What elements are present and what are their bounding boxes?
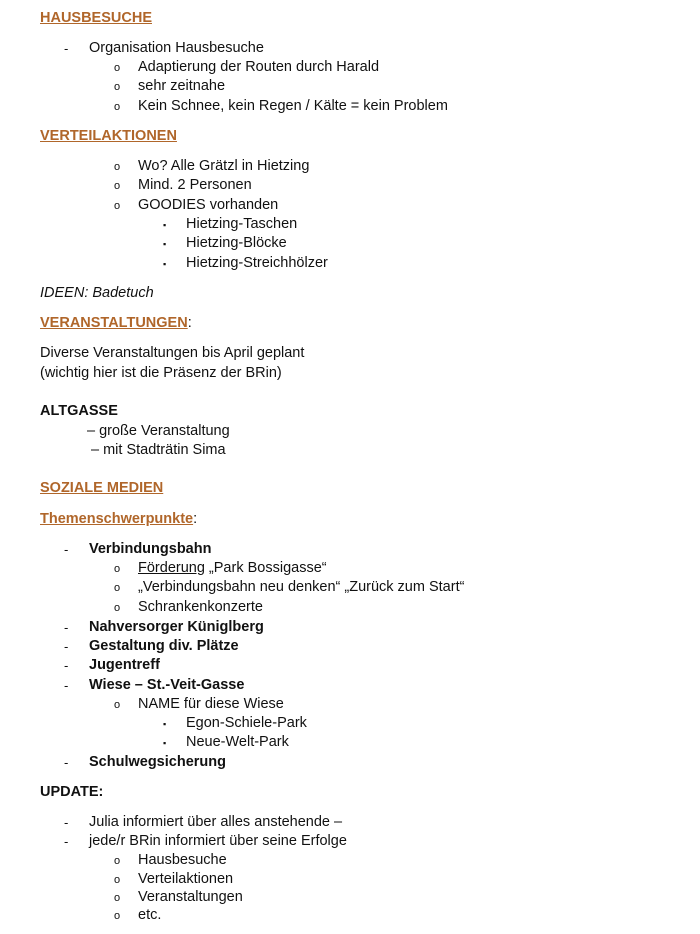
heading-hausbesuche: HAUSBESUCHE [40,10,152,26]
list-subitem: Adaptierung der Routen durch Harald [138,59,380,75]
list-subitem: Veranstaltungen [138,889,243,905]
circle-bullet: o [114,101,121,113]
list-subsubitem: Hietzing-Taschen [186,216,298,232]
circle-bullet: o [114,161,121,173]
altgasse-line: – mit Stadträtin Sima [91,442,226,458]
dash-bullet: - [64,834,69,849]
list-subitem: NAME für diese Wiese [138,696,284,712]
list-subitem: Mind. 2 Personen [138,177,252,193]
dash-bullet: - [64,815,69,830]
heading-colon: : [193,511,198,527]
list-subitem [138,559,327,578]
dash-bullet: - [64,542,69,557]
circle-bullet: o [114,602,121,614]
circle-bullet: o [114,200,121,212]
list-item: Gestaltung div. Plätze [89,638,239,654]
list-subsubitem: Hietzing-Blöcke [186,235,287,251]
list-subitem: Hausbesuche [138,852,227,868]
list-subitem: Kein Schnee, kein Regen / Kälte = kein Problem [138,98,448,114]
heading-verteilaktionen: VERTEILAKTIONEN [40,128,177,144]
list-item: Schulwegsicherung [89,754,226,770]
circle-bullet: o [114,855,121,867]
dash-bullet: - [64,620,69,635]
list-item: jede/r BRin informiert über seine Erfolge [89,833,347,849]
circle-bullet: o [114,892,121,904]
paragraph-line: Diverse Veranstaltungen bis April geplant [40,345,305,361]
dash-bullet: - [64,658,69,673]
list-subitem: Schrankenkonzerte [138,599,263,615]
list-item: Organisation Hausbesuche [89,40,264,56]
heading-veranstaltungen: VERANSTALTUNGEN [40,315,188,331]
dash-bullet: - [64,41,69,56]
list-item: Wiese – St.-Veit-Gasse [89,677,245,693]
square-bullet: ▪ [163,259,167,269]
circle-bullet: o [114,582,121,594]
heading-colon: : [187,315,192,331]
square-bullet: ▪ [163,738,167,748]
square-bullet: ▪ [163,239,167,249]
list-subitem: Verteilaktionen [138,871,234,887]
list-item: Verbindungsbahn [89,541,212,557]
circle-bullet: o [114,563,121,575]
heading-themenschwerpunkte: Themenschwerpunkte [40,511,194,527]
circle-bullet: o [114,699,121,711]
paragraph-line: (wichtig hier ist die Präsenz der BRin) [40,365,282,381]
dash-bullet: - [64,755,69,770]
list-item: Julia informiert über alles anstehende – [89,814,343,830]
ideen-note: IDEEN: Badetuch [40,285,154,301]
list-subitem: „Verbindungsbahn neu denken“ „Zurück zum Start“ [138,579,465,595]
circle-bullet: o [114,62,121,74]
altgasse-line: – große Veranstaltung [87,423,230,439]
list-item: Jugentreff [89,657,160,673]
list-subitem: etc. [138,907,162,923]
list-subitem: sehr zeitnahe [138,78,226,94]
circle-bullet: o [114,180,121,192]
list-subsubitem: Neue-Welt-Park [186,734,289,750]
list-subitem: GOODIES vorhanden [138,197,279,213]
heading-altgasse: ALTGASSE [40,403,118,419]
dash-bullet: - [64,678,69,693]
heading-update: UPDATE: [40,784,104,800]
square-bullet: ▪ [163,220,167,230]
circle-bullet: o [114,81,121,93]
heading-veranstaltungen-row [40,314,192,333]
list-subitem: Wo? Alle Grätzl in Hietzing [138,158,310,174]
square-bullet: ▪ [163,719,167,729]
circle-bullet: o [114,874,121,886]
foerderung-text: Förderung [138,560,205,576]
list-item: Nahversorger Küniglberg [89,619,264,635]
heading-soziale-medien: SOZIALE MEDIEN [40,480,164,496]
list-subsubitem: Hietzing-Streichhölzer [186,255,328,271]
circle-bullet: o [114,910,121,922]
dash-bullet: - [64,639,69,654]
list-subsubitem: Egon-Schiele-Park [186,715,307,731]
heading-themen-row [40,510,197,529]
park-bossigasse-text: „Park Bossigasse“ [204,560,327,576]
